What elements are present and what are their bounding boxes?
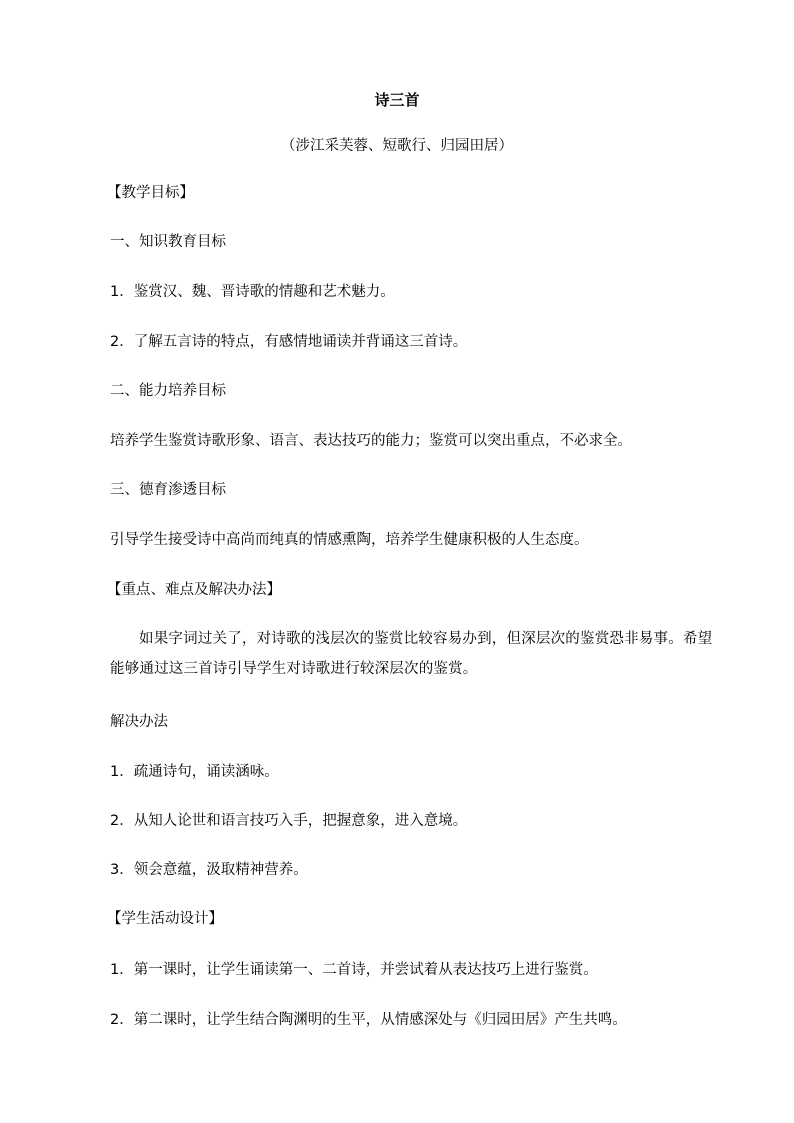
section-heading-activities: 【学生活动设计】 — [107, 911, 223, 927]
activity-item-2: 2．第二课时，让学生结合陶渊明的生平，从情感深处与《归园田居》产生共鸣。 — [110, 1012, 627, 1028]
solution-item-1: 1．疏通诗句，诵读涵咏。 — [110, 764, 279, 780]
document-subtitle: （涉江采芙蓉、短歌行、归园田居） — [281, 138, 513, 154]
knowledge-goal-item-2: 2．了解五言诗的特点，有感情地诵读并背诵这三首诗。 — [110, 334, 468, 350]
section-heading-teaching-goals: 【教学目标】 — [107, 185, 194, 201]
solution-item-2: 2．从知人论世和语言技巧入手，把握意象，进入意境。 — [110, 813, 468, 829]
activity-item-1: 1．第一课时，让学生诵读第一、二首诗，并尝试着从表达技巧上进行鉴赏。 — [110, 962, 598, 978]
moral-goals-heading: 三、德育渗透目标 — [110, 482, 226, 498]
ability-goals-text: 培养学生鉴赏诗歌形象、语言、表达技巧的能力；鉴赏可以突出重点，不必求全。 — [110, 433, 632, 449]
knowledge-goals-heading: 一、知识教育目标 — [110, 234, 226, 250]
knowledge-goal-item-1: 1．鉴赏汉、魏、晋诗歌的情趣和艺术魅力。 — [110, 284, 395, 300]
key-points-paragraph: 如果字词过关了，对诗歌的浅层次的鉴赏比较容易办到，但深层次的鉴赏恐非易事。希望能够通过这三首诗引导学生对诗歌进行较深层次的鉴赏。 — [110, 631, 713, 677]
document-title: 诗三首 — [374, 91, 420, 109]
ability-goals-heading: 二、能力培养目标 — [110, 383, 226, 399]
moral-goals-text: 引导学生接受诗中高尚而纯真的情感熏陶，培养学生健康积极的人生态度。 — [110, 532, 589, 548]
solution-item-3: 3．领会意蕴，汲取精神营养。 — [110, 862, 308, 878]
solutions-heading: 解决办法 — [110, 714, 168, 730]
section-heading-key-points: 【重点、难点及解决办法】 — [107, 582, 281, 598]
